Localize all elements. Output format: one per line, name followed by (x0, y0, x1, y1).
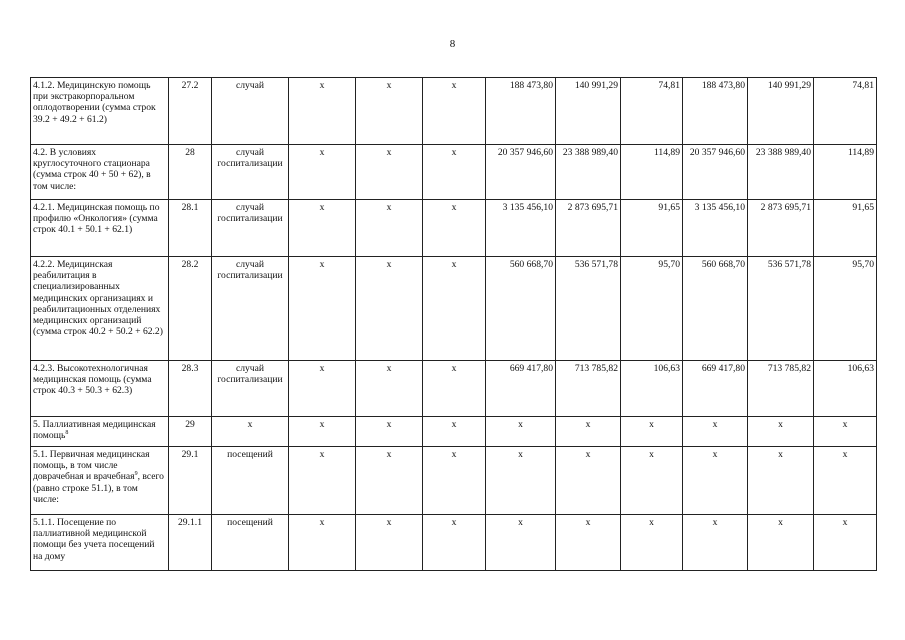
cell-value-4: 188 473,80 (683, 78, 748, 145)
cell-x1: х (289, 200, 356, 257)
cell-value-3: 95,70 (621, 257, 683, 361)
cell-value-5: 536 571,78 (748, 257, 814, 361)
cell-value-6: х (814, 515, 877, 571)
cell-value-3: х (621, 447, 683, 515)
cell-value-5: 713 785,82 (748, 361, 814, 417)
cell-value-1: 669 417,80 (486, 361, 556, 417)
cell-value-6: х (814, 447, 877, 515)
cell-value-5: 23 388 989,40 (748, 145, 814, 200)
cell-value-5: х (748, 417, 814, 447)
cell-x2: х (356, 78, 423, 145)
cell-value-2: 536 571,78 (556, 257, 621, 361)
cell-x3: х (423, 78, 486, 145)
row-line-number: 28.2 (169, 257, 212, 361)
cell-x2: х (356, 200, 423, 257)
cell-value-5: х (748, 515, 814, 571)
cell-value-5: 2 873 695,71 (748, 200, 814, 257)
cell-value-2: 2 873 695,71 (556, 200, 621, 257)
table-row (31, 515, 877, 571)
cell-x1: х (289, 257, 356, 361)
row-unit: посещений (212, 447, 289, 515)
cell-value-3: 74,81 (621, 78, 683, 145)
row-unit: случай госпитализации (212, 257, 289, 361)
cell-x3: х (423, 361, 486, 417)
cell-value-1: 188 473,80 (486, 78, 556, 145)
cell-x3: х (423, 515, 486, 571)
cell-value-4: 3 135 456,10 (683, 200, 748, 257)
footnote-marker: 8 (65, 430, 69, 437)
cell-value-1: х (486, 447, 556, 515)
row-unit: случай госпитализации (212, 200, 289, 257)
cell-x3: х (423, 257, 486, 361)
row-name: 4.2.2. Медицинская реабилитация в специализированных медицинских организациях и реабилитационных отделениях медицинских организаций (сумма строк 40.2 + 50.2 + 62.2) (31, 257, 169, 361)
row-unit: х (212, 417, 289, 447)
cell-value-3: 114,89 (621, 145, 683, 200)
cell-value-6: 114,89 (814, 145, 877, 200)
table-row (31, 361, 877, 417)
cell-value-4: 669 417,80 (683, 361, 748, 417)
page-number: 8 (449, 38, 456, 50)
footnote-marker: 9 (134, 471, 138, 478)
cell-value-4: х (683, 447, 748, 515)
cell-value-2: х (556, 417, 621, 447)
cell-value-6: х (814, 417, 877, 447)
row-name-text-continued: , всего (равно строке 51.1), в том числе: (33, 471, 164, 505)
row-line-number: 29.1 (169, 447, 212, 515)
cell-value-6: 106,63 (814, 361, 877, 417)
row-name: 4.2. В условиях круглосуточного стационара (сумма строк 40 + 50 + 62), в том числе: (31, 145, 169, 200)
cell-value-1: 3 135 456,10 (486, 200, 556, 257)
cell-value-2: х (556, 515, 621, 571)
row-line-number: 28 (169, 145, 212, 200)
table-row (31, 200, 877, 257)
row-name: 4.1.2. Медицинскую помощь при экстракорпоральном оплодотворении (сумма строк 39.2 + 49.2 + 61.2) (31, 78, 169, 145)
cell-value-1: х (486, 515, 556, 571)
cell-value-2: 713 785,82 (556, 361, 621, 417)
row-name (31, 417, 169, 447)
row-unit: случай (212, 78, 289, 145)
cell-value-3: 91,65 (621, 200, 683, 257)
table-row (31, 447, 877, 515)
cell-x2: х (356, 145, 423, 200)
cell-x2: х (356, 447, 423, 515)
cell-x3: х (423, 417, 486, 447)
row-name: 4.2.3. Высокотехнологичная медицинская помощь (сумма строк 40.3 + 50.3 + 62.3) (31, 361, 169, 417)
cell-x2: х (356, 257, 423, 361)
row-line-number: 29.1.1 (169, 515, 212, 571)
cell-x1: х (289, 417, 356, 447)
cell-value-1: х (486, 417, 556, 447)
cell-value-3: х (621, 515, 683, 571)
row-unit: случай госпитализации (212, 145, 289, 200)
cell-value-1: 560 668,70 (486, 257, 556, 361)
table-row (31, 257, 877, 361)
cell-value-4: х (683, 417, 748, 447)
cell-x2: х (356, 417, 423, 447)
row-unit: посещений (212, 515, 289, 571)
cell-value-4: 20 357 946,60 (683, 145, 748, 200)
row-line-number: 28.3 (169, 361, 212, 417)
cell-value-2: х (556, 447, 621, 515)
cell-value-1: 20 357 946,60 (486, 145, 556, 200)
row-name (31, 447, 169, 515)
cell-value-3: х (621, 417, 683, 447)
cell-value-2: 23 388 989,40 (556, 145, 621, 200)
row-name-text: 5.1. Первичная медицинская помощь, в том числе доврачебная и врачебная (33, 449, 150, 483)
row-name-text: 5. Паллиативная медицинская помощь (33, 419, 156, 442)
cell-value-6: 95,70 (814, 257, 877, 361)
table-row (31, 417, 877, 447)
row-name: 5.1.1. Посещение по паллиативной медицинской помощи без учета посещений на дому (31, 515, 169, 571)
cell-x3: х (423, 145, 486, 200)
cell-x3: х (423, 200, 486, 257)
cell-x2: х (356, 361, 423, 417)
cell-x1: х (289, 515, 356, 571)
data-table (30, 77, 877, 571)
row-line-number: 28.1 (169, 200, 212, 257)
cell-value-2: 140 991,29 (556, 78, 621, 145)
cell-x1: х (289, 145, 356, 200)
cell-value-5: х (748, 447, 814, 515)
cell-x1: х (289, 447, 356, 515)
table-row (31, 78, 877, 145)
row-name: 4.2.1. Медицинская помощь по профилю «Онкология» (сумма строк 40.1 + 50.1 + 62.1) (31, 200, 169, 257)
row-line-number: 27.2 (169, 78, 212, 145)
cell-value-5: 140 991,29 (748, 78, 814, 145)
cell-x1: х (289, 78, 356, 145)
cell-value-6: 74,81 (814, 78, 877, 145)
cell-value-6: 91,65 (814, 200, 877, 257)
cell-value-4: 560 668,70 (683, 257, 748, 361)
row-line-number: 29 (169, 417, 212, 447)
cell-value-3: 106,63 (621, 361, 683, 417)
cell-value-4: х (683, 515, 748, 571)
table-row (31, 145, 877, 200)
cell-x3: х (423, 447, 486, 515)
row-unit: случай госпитализации (212, 361, 289, 417)
cell-x2: х (356, 515, 423, 571)
cell-x1: х (289, 361, 356, 417)
